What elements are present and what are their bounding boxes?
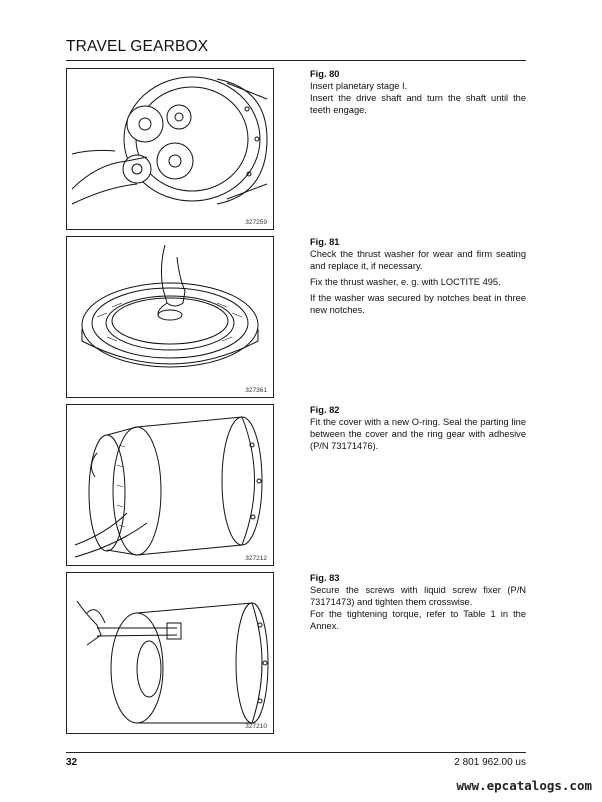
page-number: 32 — [66, 757, 78, 768]
figure-82-caption — [310, 404, 526, 456]
figure-80-image — [66, 68, 274, 230]
figure-82-number: 327212 — [245, 555, 267, 562]
figure-83-text-2: For the tightening torque, refer to Table 1 in the Annex. — [310, 609, 526, 631]
figure-81-title: Fig. 81 — [310, 237, 340, 247]
figure-82-image — [66, 404, 274, 566]
figure-81-caption — [310, 236, 526, 320]
header-rule — [66, 60, 526, 61]
figure-83-title: Fig. 83 — [310, 573, 340, 583]
figure-82-text-1: Fit the cover with a new O-ring. Seal the parting line between the cover and the ring gear with adhesive (P/N 73171476). — [310, 417, 526, 451]
footer-rule — [66, 752, 526, 753]
figure-83-caption — [310, 572, 526, 636]
figure-81-text-1: Check the thrust washer for wear and firm seating and replace it, if necessary. — [310, 249, 526, 271]
figure-80-number: 327259 — [245, 219, 267, 226]
watermark-link[interactable]: www.epcatalogs.com — [456, 778, 592, 793]
screw-tightening-illustration — [67, 573, 273, 733]
figure-82-title: Fig. 82 — [310, 405, 340, 415]
thrust-washer-illustration — [67, 237, 273, 397]
figure-81-image — [66, 236, 274, 398]
figure-81-text-3: If the washer was secured by notches beat in three new notches. — [310, 293, 526, 315]
figure-80-text-1: Insert planetary stage I. — [310, 81, 408, 91]
figure-81-text-2: Fix the thrust washer, e. g. with LOCTITE 495. — [310, 277, 501, 287]
figure-83-text-1: Secure the screws with liquid screw fixer (P/N 73171473) and tighten them crosswise. — [310, 585, 526, 607]
planetary-stage-illustration — [67, 69, 273, 229]
figure-80-caption — [310, 68, 526, 120]
figure-83-number: 327210 — [245, 723, 267, 730]
document-number: 2 801 962.00 us — [454, 757, 526, 768]
figure-81-number: 327361 — [245, 387, 267, 394]
page-title: TRAVEL GEARBOX — [66, 38, 209, 55]
figure-83-image — [66, 572, 274, 734]
figure-80-title: Fig. 80 — [310, 69, 340, 79]
figure-80-text-2: Insert the drive shaft and turn the shaft until the teeth engage. — [310, 93, 526, 115]
cover-oring-illustration — [67, 405, 273, 565]
